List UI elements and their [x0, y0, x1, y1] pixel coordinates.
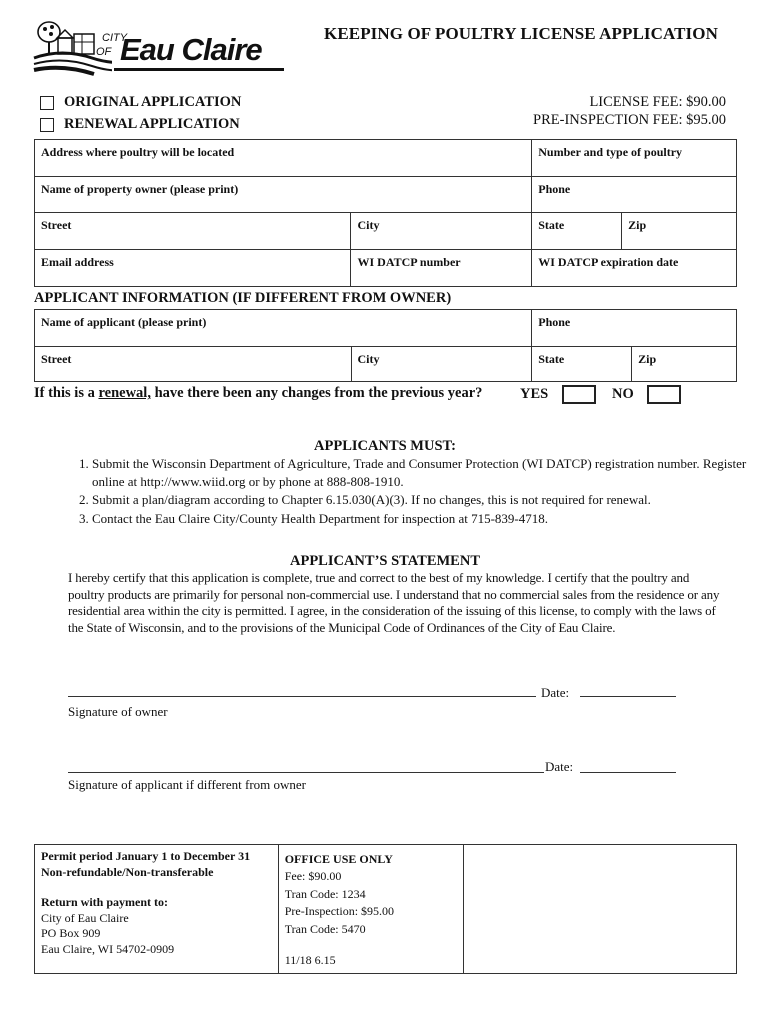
office-line: Fee: $90.00: [284, 869, 342, 884]
applicant-info-table: [34, 309, 737, 382]
owner-name-field[interactable]: Name of property owner (please print): [35, 177, 532, 213]
permit-period: Permit period January 1 to December 31: [41, 849, 251, 863]
pre-inspection-fee: PRE-INSPECTION FEE: $95.00: [533, 112, 726, 128]
statement-heading: APPLICANT’S STATEMENT: [289, 553, 480, 569]
original-application-checkbox[interactable]: [40, 96, 54, 110]
renewal-application-checkbox[interactable]: [40, 118, 54, 132]
owner-city-field[interactable]: City: [351, 213, 532, 250]
logo-underline: [114, 68, 284, 71]
city-logo: [32, 18, 292, 98]
renewal-question-underlined: renewal,: [98, 385, 151, 401]
applicant-city-field[interactable]: City: [351, 347, 532, 382]
applicant-section-heading: APPLICANT INFORMATION (IF DIFFERENT FROM OWNER): [34, 290, 452, 306]
owner-info-table: [34, 139, 737, 287]
applicants-must-heading: APPLICANTS MUST:: [314, 438, 456, 454]
office-line: Tran Code: 5470: [284, 921, 366, 936]
logo-of-label: OF: [96, 46, 112, 58]
datcp-number-field[interactable]: WI DATCP number: [351, 250, 532, 287]
email-field[interactable]: Email address: [35, 250, 351, 287]
footer-table: [34, 844, 737, 974]
datcp-expiration-field[interactable]: WI DATCP expiration date: [532, 250, 737, 287]
requirement-item: 2. Submit a plan/diagram according to Chapter 6.15.030(A)(3). If no changes, this is not required for renewal.: [92, 491, 752, 509]
original-application-option[interactable]: [40, 94, 241, 111]
applicant-name-field[interactable]: Name of applicant (please print): [35, 310, 532, 347]
owner-street-field[interactable]: Street: [35, 213, 351, 250]
applicant-zip-field[interactable]: Zip: [632, 347, 737, 382]
owner-phone-field[interactable]: Phone: [532, 177, 737, 213]
owner-signature-line[interactable]: [68, 696, 536, 697]
original-application-label: ORIGINAL APPLICATION: [64, 94, 242, 110]
office-use-heading: OFFICE USE ONLY: [284, 852, 393, 866]
applicants-must-list: [50, 455, 752, 528]
page-title: KEEPING OF POULTRY LICENSE APPLICATION: [324, 24, 718, 43]
renewal-application-label: RENEWAL APPLICATION: [64, 116, 240, 132]
owner-date-label: Date:: [541, 685, 570, 700]
logo-city-name: Eau Claire: [120, 32, 262, 67]
revision-code: 11/18 6.15: [284, 953, 336, 968]
office-notes-cell[interactable]: [464, 845, 737, 974]
requirement-item: 1. Submit the Wisconsin Department of Agriculture, Trade and Consumer Protection (WI DATCP) registration number. Register online at http://www.wiid.org or by phone at 888-808-1910.: [92, 455, 752, 491]
yes-option[interactable]: [520, 385, 596, 404]
applicant-date-line[interactable]: [580, 772, 676, 773]
applicant-street-field[interactable]: Street: [35, 347, 352, 382]
owner-signature-label: Signature of owner: [68, 704, 168, 719]
non-refundable: Non-refundable/Non-transferable: [41, 864, 214, 879]
renewal-application-option[interactable]: [40, 116, 240, 133]
return-address-line: City of Eau Claire: [41, 910, 129, 925]
statement-text: I hereby certify that this application is complete, true and correct to the best of my knowledge. I certify that the poultry and poultry products are primarily for personal non-commercial use. I understand that no commercial sales from the residence or any residential area within the city is permitted. I agree, in the consideration of the issuing of this license, to comply with the laws of the State of Wisconsin, and to the provisions of the Municipal Code of Ordinances of the City of Eau Claire.: [68, 570, 720, 635]
no-label: NO: [612, 385, 634, 402]
applicant-state-field[interactable]: State: [532, 347, 632, 382]
yes-checkbox[interactable]: [562, 385, 596, 404]
no-option[interactable]: [612, 385, 681, 404]
owner-zip-field[interactable]: Zip: [622, 213, 737, 250]
return-heading: Return with payment to:: [41, 895, 168, 909]
address-field[interactable]: Address where poultry will be located: [35, 140, 532, 177]
no-checkbox[interactable]: [647, 385, 681, 404]
number-type-field[interactable]: Number and type of poultry: [532, 140, 737, 177]
applicant-signature-label: Signature of applicant if different from owner: [68, 777, 307, 792]
renewal-question-suffix: have there been any changes from the previous year?: [150, 385, 483, 401]
owner-state-field[interactable]: State: [532, 213, 622, 250]
return-address-line: PO Box 909: [41, 926, 101, 940]
applicant-phone-field[interactable]: Phone: [532, 310, 737, 347]
requirement-item: 3. Contact the Eau Claire City/County Health Department for inspection at 715-839-4718.: [92, 510, 752, 528]
applicant-date-label: Date:: [545, 759, 574, 774]
permit-info-cell: [35, 845, 279, 974]
renewal-question-prefix: If this is a: [34, 385, 99, 401]
applicant-signature-line[interactable]: [68, 772, 544, 773]
license-fee: LICENSE FEE: $90.00: [589, 94, 726, 110]
return-address-line: Eau Claire, WI 54702-0909: [41, 941, 175, 956]
office-line: Tran Code: 1234: [284, 886, 366, 901]
office-line: Pre-Inspection: $95.00: [284, 904, 395, 919]
owner-date-line[interactable]: [580, 696, 676, 697]
logo-city-label: CITY: [102, 32, 128, 44]
office-use-cell: [278, 845, 464, 974]
yes-label: YES: [520, 385, 549, 402]
renewal-question: [34, 385, 482, 402]
